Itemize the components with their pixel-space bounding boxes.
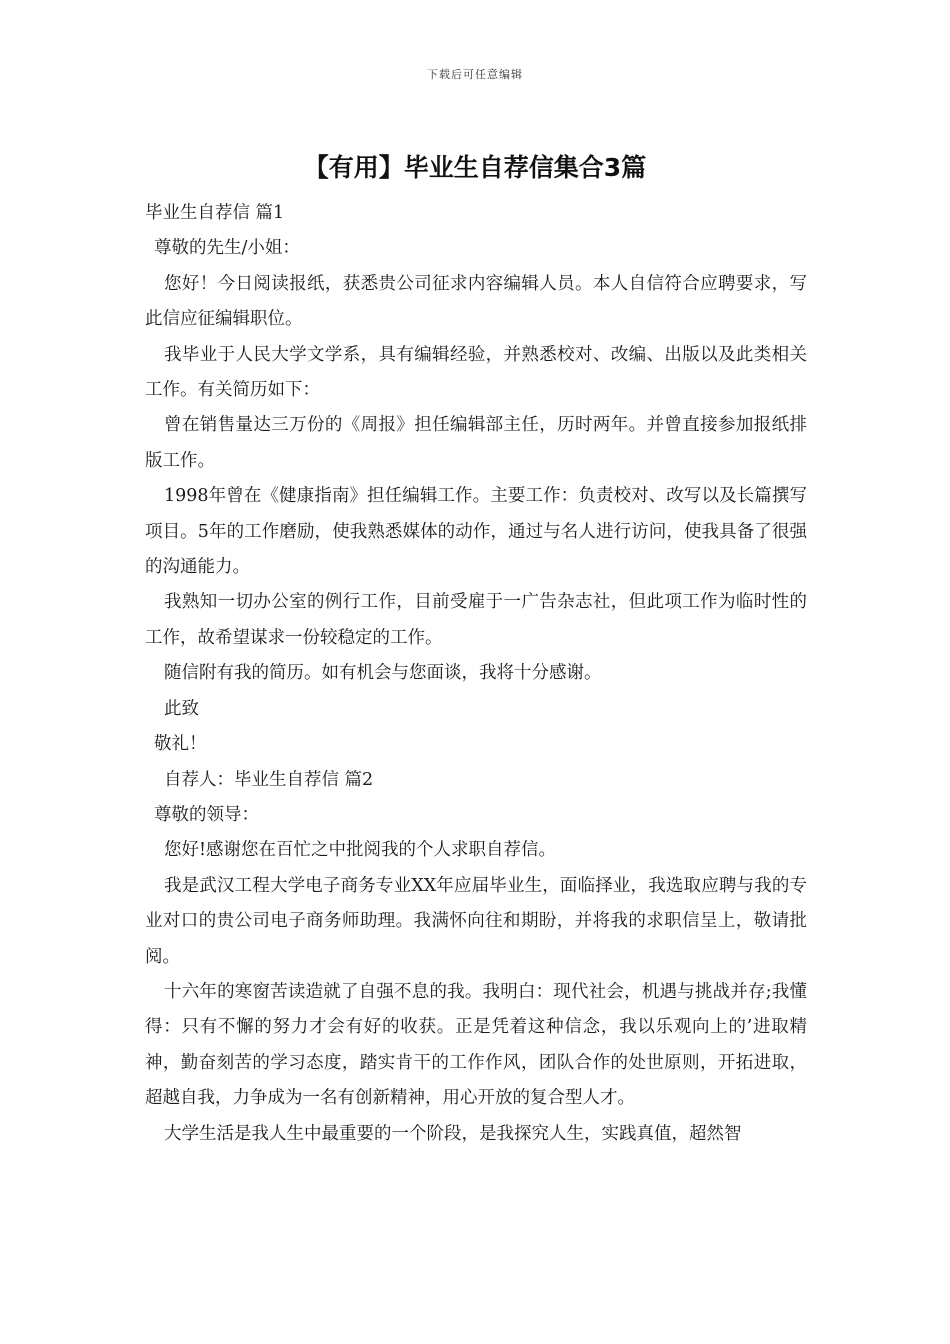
document-title: 【有用】毕业生自荐信集合3篇: [303, 153, 647, 182]
paragraph: 我熟知一切办公室的例行工作，目前受雇于一广告杂志社，但此项工作为临时性的工作，故希望谋求一份较稳定的工作。: [145, 592, 807, 648]
salutation-1: 尊敬的先生/小姐：: [154, 238, 300, 259]
paragraph: 十六年的寒窗苦读造就了自强不息的我。我明白：现代社会，机遇与挑战并存;我懂得：只有不懈的努力才会有好的收获。正是凭着这种信念，我以乐观向上的’进取精神，勤奋刻苦的学习态度，踏实肯干的工作作风，团队合作的处世原则，开拓进取，超越自我，力争成为一名有创新精神，用心开放的复合型人才。: [145, 981, 807, 1109]
document-body: [145, 196, 807, 1152]
salutation-2: 尊敬的领导：: [154, 804, 259, 825]
page-header-note: 下载后可任意编辑: [427, 68, 523, 81]
paragraph: 曾在销售量达三万份的《周报》担任编辑部主任，历时两年。并曾直接参加报纸排版工作。: [145, 415, 807, 471]
paragraph: 我是武汉工程大学电子商务专业XX年应届毕业生，面临择业，我选取应聘与我的专业对口的贵公司电子商务师助理。我满怀向往和期盼，并将我的求职信呈上，敬请批阅。: [145, 875, 807, 967]
section-heading-2: 自荐人：毕业生自荐信 篇2: [164, 769, 374, 790]
paragraph: 您好!感谢您在百忙之中批阅我的个人求职自荐信。: [164, 840, 557, 861]
closing-regards: 敬礼！: [154, 734, 207, 755]
paragraph: 大学生活是我人生中最重要的一个阶段，是我探究人生，实践真值，超然智: [164, 1123, 742, 1144]
paragraph: 1998年曾在《健康指南》担任编辑工作。主要工作：负责校对、改写以及长篇撰写项目。5年的工作磨励，使我熟悉媒体的动作，通过与名人进行访问，使我具备了很强的沟通能力。: [145, 486, 807, 578]
paragraph: 您好！今日阅读报纸，获悉贵公司征求内容编辑人员。本人自信符合应聘要求，写此信应征编辑职位。: [145, 273, 807, 330]
section-heading-1: 毕业生自荐信 篇1: [145, 203, 285, 223]
paragraph: 随信附有我的简历。如有机会与您面谈，我将十分感谢。: [164, 663, 602, 684]
paragraph: 我毕业于人民大学文学系，具有编辑经验，并熟悉校对、改编、出版以及此类相关工作。有关简历如下：: [145, 344, 807, 401]
closing-line: 此致: [164, 698, 199, 719]
